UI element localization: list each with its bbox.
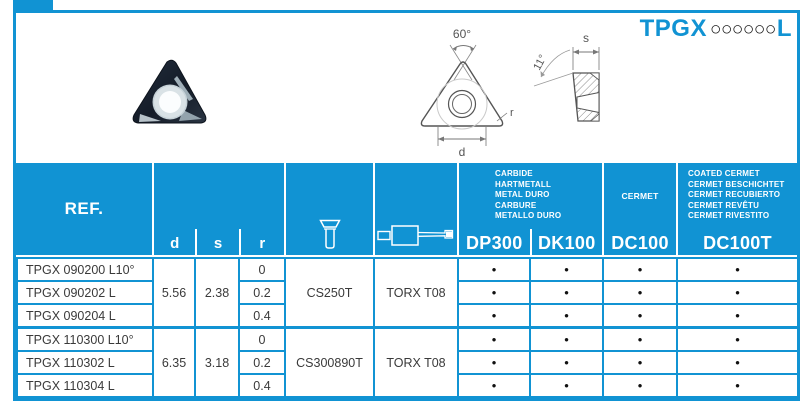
grade-dot: • [530,258,603,281]
r-cell: 0.2 [239,351,285,374]
table-body [16,257,799,398]
header-s: s [195,229,238,255]
grade-dot: • [530,304,603,328]
left-rule [13,10,16,163]
group-label: METALLO DURO [495,211,562,221]
ref-cell: TPGX 110300 L10° [17,328,153,352]
grade-dot: • [530,351,603,374]
r-cell: 0.4 [239,374,285,397]
grade-dot: • [677,374,798,397]
product-table [13,163,800,401]
group-label: CARBURE [495,200,537,210]
grade-dot: • [458,258,530,281]
front-view-drawing [398,22,528,162]
grade-dot: • [677,258,798,281]
header-ref [16,163,152,255]
insert-photo [125,55,220,140]
s-cell: 2.38 [195,258,239,328]
group-label: CERMET RECUBIERTO [688,190,781,200]
side-s-label: s [583,31,589,45]
code-suffix: L [776,15,792,42]
front-r-label: r [510,107,514,119]
top-rule [13,10,800,13]
group-label: CARBIDE [495,169,533,178]
side-view-drawing [526,22,614,162]
grade-dot: • [603,304,677,328]
grade-dot: • [603,258,677,281]
clamp-screw-icon [318,219,342,250]
ref-cell: TPGX 090200 L10° [17,258,153,281]
torx-driver-icon [377,225,455,246]
front-d-label: d [458,145,466,159]
header-carbide-group [457,163,602,255]
grade-dot: • [530,281,603,304]
grade-dot: • [458,304,530,328]
s-cell: 3.18 [195,328,239,398]
r-cell: 0.2 [239,281,285,304]
screw-cell: CS300890T [285,328,374,398]
grade-dot: • [458,351,530,374]
header-clamp-screw [284,163,373,255]
coated-group-labels [678,163,797,229]
r-cell: 0 [239,328,285,352]
header-torx-driver [373,163,457,255]
driver-cell: TORX T08 [374,328,458,398]
grade-dot: • [458,281,530,304]
cermet-group-label: CERMET [621,190,659,201]
grade-dot: • [677,328,798,352]
code-placeholder-circles-icon: ○○○○○○ [709,19,776,40]
right-rule [797,10,800,163]
dimensions-spacer [154,163,284,229]
group-label: CERMET RIVESTITO [688,211,770,221]
grade-dot: • [603,351,677,374]
header-d: d [170,235,180,252]
grade-dc100: DC100 [611,233,669,253]
screw-cell: CS250T [285,258,374,328]
ref-cell: TPGX 110302 L [17,351,153,374]
grade-dot: • [603,374,677,397]
r-cell: 0.4 [239,304,285,328]
header-r: r [239,229,284,255]
carbide-group-labels [459,163,602,229]
group-label: METAL DURO [495,190,550,200]
grade-dot: • [603,328,677,352]
header-cermet-group [602,163,676,255]
ref-cell: TPGX 090202 L [17,281,153,304]
grade-dot: • [677,351,798,374]
group-label: CERMET REVÊTU [688,200,760,210]
group-label: COATED CERMET [688,169,760,178]
grade-dot: • [530,374,603,397]
grade-dot: • [677,281,798,304]
code-prefix: TPGX [639,15,707,42]
header-coated-cermet-group [676,163,797,255]
side-angle-label: 11° [531,52,550,73]
grade-dp300: DP300 [465,233,523,253]
ref-header-label: REF. [64,199,104,218]
group-label: HARTMETALL [495,179,552,189]
d-cell: 5.56 [153,258,195,328]
grade-dot: • [677,304,798,328]
front-angle-label: 60° [452,27,472,41]
driver-cell: TORX T08 [374,258,458,328]
ref-cell: TPGX 110304 L [17,374,153,397]
grade-dot: • [603,281,677,304]
grade-dot: • [458,328,530,352]
r-cell: 0 [239,258,285,281]
table-row [17,258,798,281]
header-dimensions [152,163,284,255]
grade-dot: • [458,374,530,397]
grade-dk100: DK100 [530,229,603,255]
group-label: CERMET BESCHICHTET [688,179,785,189]
product-code-title [610,14,792,44]
grade-dc100t: DC100T [703,233,772,253]
d-cell: 6.35 [153,328,195,398]
table-row [17,328,798,352]
grade-dot: • [530,328,603,352]
ref-cell: TPGX 090204 L [17,304,153,328]
table-header [16,163,797,257]
